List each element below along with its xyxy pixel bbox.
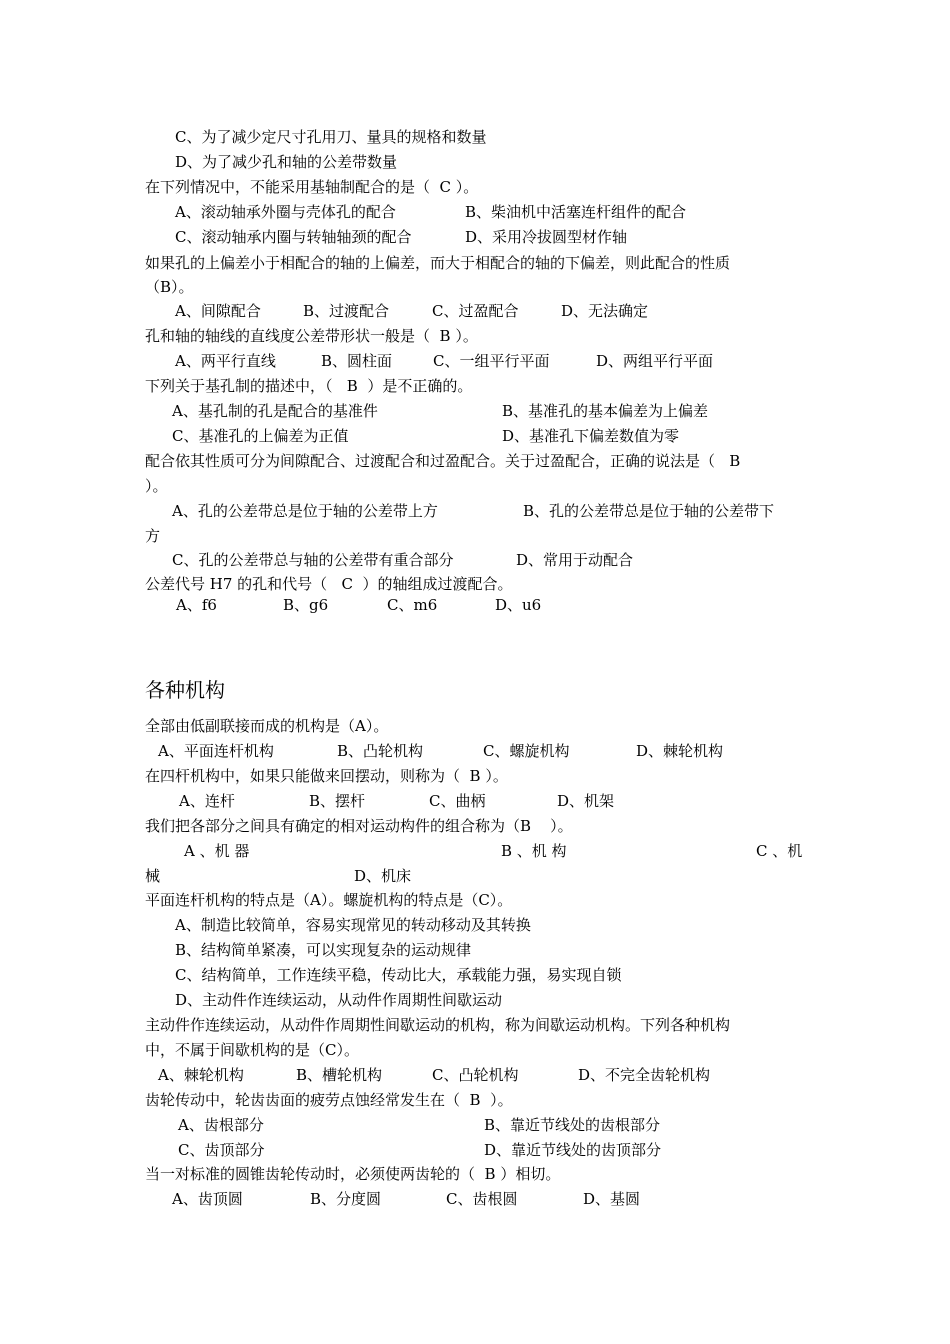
option-text: C、孔的公差带总与轴的公差带有重合部分 xyxy=(172,551,454,569)
option-text: B、靠近节线处的齿根部分 xyxy=(484,1116,661,1134)
option-text: A、滚动轴承外圈与壳体孔的配合 xyxy=(175,203,396,221)
option-text: A、孔的公差带总是位于轴的公差带上方 xyxy=(172,502,438,520)
option-text: D、无法确定 xyxy=(561,302,649,320)
option-text: 方 xyxy=(145,527,161,545)
question-text: 下列关于基孔制的描述中，（ B ）是不正确的。 xyxy=(145,377,473,395)
question-text: 齿轮传动中，轮齿齿面的疲劳点蚀经常发生在（ B ）。 xyxy=(145,1091,513,1109)
option-text: B、槽轮机构 xyxy=(296,1066,383,1084)
option-text: A、齿根部分 xyxy=(178,1116,264,1134)
option-text: B、孔的公差带总是位于轴的公差带下 xyxy=(523,502,775,520)
option-text: D、靠近节线处的齿顶部分 xyxy=(484,1141,662,1159)
option-text: B、摆杆 xyxy=(309,792,366,810)
option-text: 械 xyxy=(145,867,161,885)
option-text: A、棘轮机构 xyxy=(158,1066,244,1084)
option-text: C、一组平行平面 xyxy=(433,352,550,370)
question-text: （B）。 xyxy=(145,278,194,296)
option-text: D、棘轮机构 xyxy=(636,742,724,760)
option-text: B、柴油机中活塞连杆组件的配合 xyxy=(465,203,687,221)
option-text: C、过盈配合 xyxy=(432,302,519,320)
option-text: D、机架 xyxy=(557,792,615,810)
option-text: C、m6 xyxy=(387,596,438,614)
option-text: B、结构简单紧凑，可以实现复杂的运动规律 xyxy=(175,941,472,959)
option-text: C、基准孔的上偏差为正值 xyxy=(172,427,349,445)
option-text: B、过渡配合 xyxy=(303,302,390,320)
option-text: B、凸轮机构 xyxy=(337,742,424,760)
question-text: 如果孔的上偏差小于相配合的轴的上偏差，而大于相配合的轴的下偏差，则此配合的性质 xyxy=(145,254,731,272)
option-text: C、曲柄 xyxy=(429,792,486,810)
option-text: A、间隙配合 xyxy=(175,302,261,320)
option-text: B 、机 构 xyxy=(501,842,567,860)
option-text: A、两平行直线 xyxy=(175,352,276,370)
option-text: A、基孔制的孔是配合的基准件 xyxy=(172,402,378,420)
option-text: C、螺旋机构 xyxy=(483,742,570,760)
question-text: 在四杆机构中，如果只能做来回摆动，则称为（ B ）。 xyxy=(145,767,508,785)
option-text: B、g6 xyxy=(283,596,329,614)
option-text: C、齿顶部分 xyxy=(178,1141,265,1159)
question-text: 孔和轴的轴线的直线度公差带形状一般是（ B ）。 xyxy=(145,327,478,345)
option-text: A 、机 器 xyxy=(184,842,250,860)
question-text: 在下列情况中，不能采用基轴制配合的是（ C ）。 xyxy=(145,178,479,196)
option-text: A、平面连杆机构 xyxy=(158,742,274,760)
option-text: C、齿根圆 xyxy=(446,1190,518,1208)
option-text: A、f6 xyxy=(176,596,217,614)
question-text: 当一对标准的圆锥齿轮传动时，必须使两齿轮的（ B ）相切。 xyxy=(145,1165,561,1183)
option-text: D、主动件作连续运动，从动件作周期性间歇运动 xyxy=(175,991,503,1009)
question-text: 主动件作连续运动，从动件作周期性间歇运动的机构，称为间歇运动机构。下列各种机构 xyxy=(145,1016,731,1034)
question-text: 平面连杆机构的特点是（A）。螺旋机构的特点是（C）。 xyxy=(145,891,513,909)
question-text: ）。 xyxy=(145,477,168,495)
option-text: B、圆柱面 xyxy=(321,352,393,370)
option-text: A、制造比较简单，容易实现常见的转动移动及其转换 xyxy=(175,916,531,934)
option-text: D、基圆 xyxy=(583,1190,641,1208)
option-text: C、滚动轴承内圈与转轴轴颈的配合 xyxy=(175,228,412,246)
option-text: C 、机 xyxy=(756,842,803,860)
option-text: D、采用冷拔圆型材作轴 xyxy=(465,228,628,246)
option-text: D、不完全齿轮机构 xyxy=(578,1066,711,1084)
option-text: A、齿顶圆 xyxy=(172,1190,243,1208)
option-text: A、连杆 xyxy=(179,792,235,810)
option-text: D、常用于动配合 xyxy=(516,551,634,569)
option-text: D、为了减少孔和轴的公差带数量 xyxy=(175,153,398,171)
option-text: B、基准孔的基本偏差为上偏差 xyxy=(502,402,709,420)
option-text: B、分度圆 xyxy=(310,1190,382,1208)
question-text: 公差代号 H7 的孔和代号（ C ）的轴组成过渡配合。 xyxy=(145,575,513,593)
option-text: D、基准孔下偏差数值为零 xyxy=(502,427,680,445)
option-text: C、为了减少定尺寸孔用刀、量具的规格和数量 xyxy=(175,128,487,146)
option-text: C、结构简单，工作连续平稳，传动比大，承载能力强，易实现自锁 xyxy=(175,966,622,984)
option-text: D、两组平行平面 xyxy=(596,352,714,370)
option-text: D、u6 xyxy=(495,596,542,614)
question-text: 配合依其性质可分为间隙配合、过渡配合和过盈配合。关于过盈配合，正确的说法是（ B xyxy=(145,452,741,470)
question-text: 全部由低副联接而成的机构是（A）。 xyxy=(145,717,389,735)
option-text: D、机床 xyxy=(354,867,412,885)
question-text: 我们把各部分之间具有确定的相对运动构件的组合称为（B ）。 xyxy=(145,817,573,835)
question-text: 中，不属于间歇机构的是（C）。 xyxy=(145,1041,359,1059)
section-heading: 各种机构 xyxy=(145,678,225,702)
option-text: C、凸轮机构 xyxy=(432,1066,519,1084)
